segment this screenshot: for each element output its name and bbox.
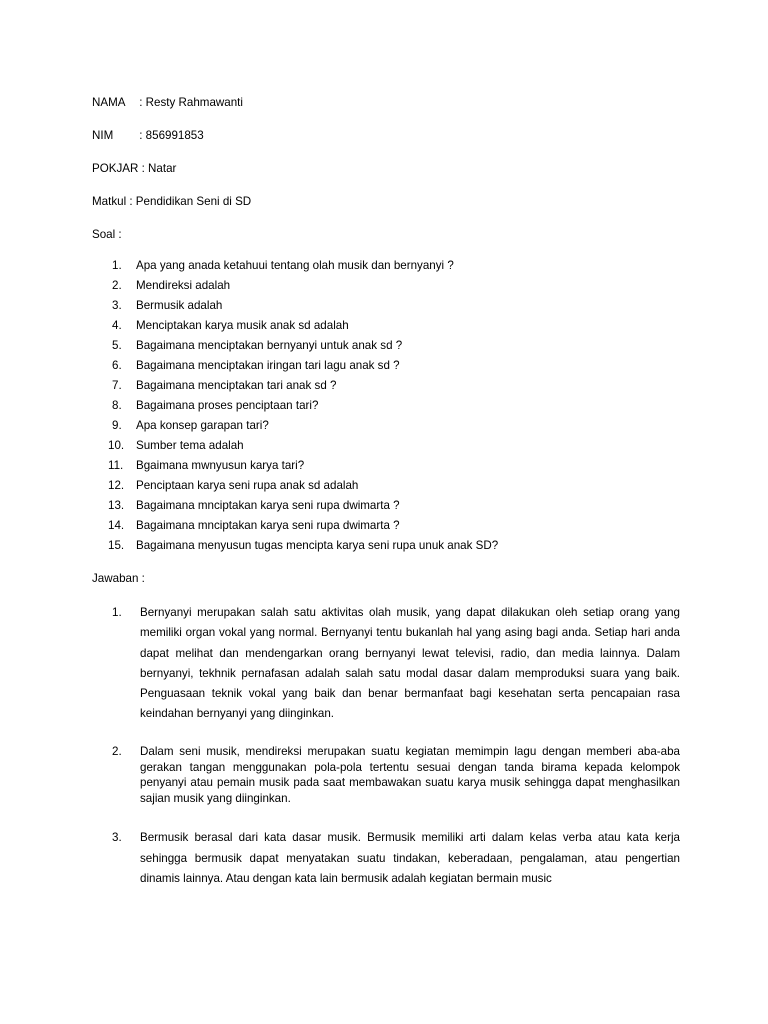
question-text: Bgaimana mwnyusun karya tari? (136, 459, 305, 472)
question-number: 4. (112, 319, 122, 332)
answer-number: 2. (112, 745, 122, 758)
question-text: Bagaimana mnciptakan karya seni rupa dwimarta ? (136, 499, 400, 512)
question-number: 13. (108, 499, 125, 512)
name-value: : Resty Rahmawanti (139, 96, 243, 109)
question-number: 8. (112, 399, 122, 412)
question-number: 1. (112, 259, 122, 272)
name-line (92, 96, 243, 110)
pokjar-line: POKJAR : Natar (92, 162, 177, 175)
question-text: Bagaimana mnciptakan karya seni rupa dwimarta ? (136, 519, 400, 532)
question-number: 6. (112, 359, 122, 372)
question-number: 9. (112, 419, 122, 432)
answer-number: 3. (112, 831, 122, 844)
question-text: Mendireksi adalah (136, 279, 231, 292)
question-number: 7. (112, 379, 122, 392)
question-text: Apa konsep garapan tari? (136, 419, 269, 432)
nim-line (92, 129, 204, 143)
question-number: 5. (112, 339, 122, 352)
soal-label: Soal : (92, 228, 122, 241)
matkul-line: Matkul : Pendidikan Seni di SD (92, 195, 252, 208)
question-number: 14. (108, 519, 125, 532)
question-number: 15. (108, 539, 125, 552)
question-text: Bagaimana menciptakan iringan tari lagu anak sd ? (136, 359, 400, 372)
answer-text: Bermusik berasal dari kata dasar musik. Bermusik memiliki arti dalam kelas verba atau kata kerja sehingga bermusik dapat menyatakan suatu tindakan, keberadaan, pengalaman, atau pengertian dinamis lainnya. Atau dengan kata lain bermusik adalah kegiatan bermain music (140, 831, 680, 885)
question-text: Apa yang anada ketahuui tentang olah musik dan bernyanyi ? (136, 259, 454, 272)
question-text: Sumber tema adalah (136, 439, 244, 452)
question-text: Bagaimana menciptakan bernyanyi untuk anak sd ? (136, 339, 403, 352)
answer-text: Dalam seni musik, mendireksi merupakan suatu kegiatan memimpin lagu dengan memberi aba-aba gerakan tangan menggunakan pola-pola tertentu sesuai dengan tanda birama kepada kelompok penyanyi atau pemain musik pada saat membawakan suatu karya musik sehingga dapat menghasilkan sajian musik yang diinginkan. (140, 745, 680, 805)
question-number: 11. (108, 459, 124, 472)
nim-label: NIM (92, 129, 114, 142)
question-number: 12. (108, 479, 125, 492)
question-text: Penciptaan karya seni rupa anak sd adalah (136, 479, 359, 492)
question-text: Bagaimana menyusun tugas mencipta karya seni rupa unuk anak SD? (136, 539, 499, 552)
nim-value: : 856991853 (139, 129, 204, 142)
question-text: Menciptakan karya musik anak sd adalah (136, 319, 349, 332)
question-number: 3. (112, 299, 122, 312)
question-text: Bagaimana menciptakan tari anak sd ? (136, 379, 337, 392)
question-number: 10. (108, 439, 125, 452)
question-number: 2. (112, 279, 122, 292)
answer-number: 1. (112, 606, 122, 619)
name-label: NAMA (92, 96, 126, 109)
answer-text: Bernyanyi merupakan salah satu aktivitas olah musik, yang dapat dilakukan oleh setiap orang yang memiliki organ vokal yang normal. Bernyanyi tentu bukanlah hal yang asing bagi anda. Setiap hari anda dapat melihat dan mendengarkan orang bernyanyi lewat televisi, radio, dan media lainnya. Dalam bernyanyi, tekhnik pernafasan adalah salah satu modal dasar dalam memproduksi suara yang baik. Penguasaan teknik vokal yang baik dan benar bermanfaat bagi kesehatan serta pencapaian rasa keindahan bernyanyi yang diinginkan. (140, 606, 680, 721)
answers-label: Jawaban : (92, 572, 145, 585)
question-text: Bermusik adalah (136, 299, 223, 312)
question-text: Bagaimana proses penciptaan tari? (136, 399, 319, 412)
